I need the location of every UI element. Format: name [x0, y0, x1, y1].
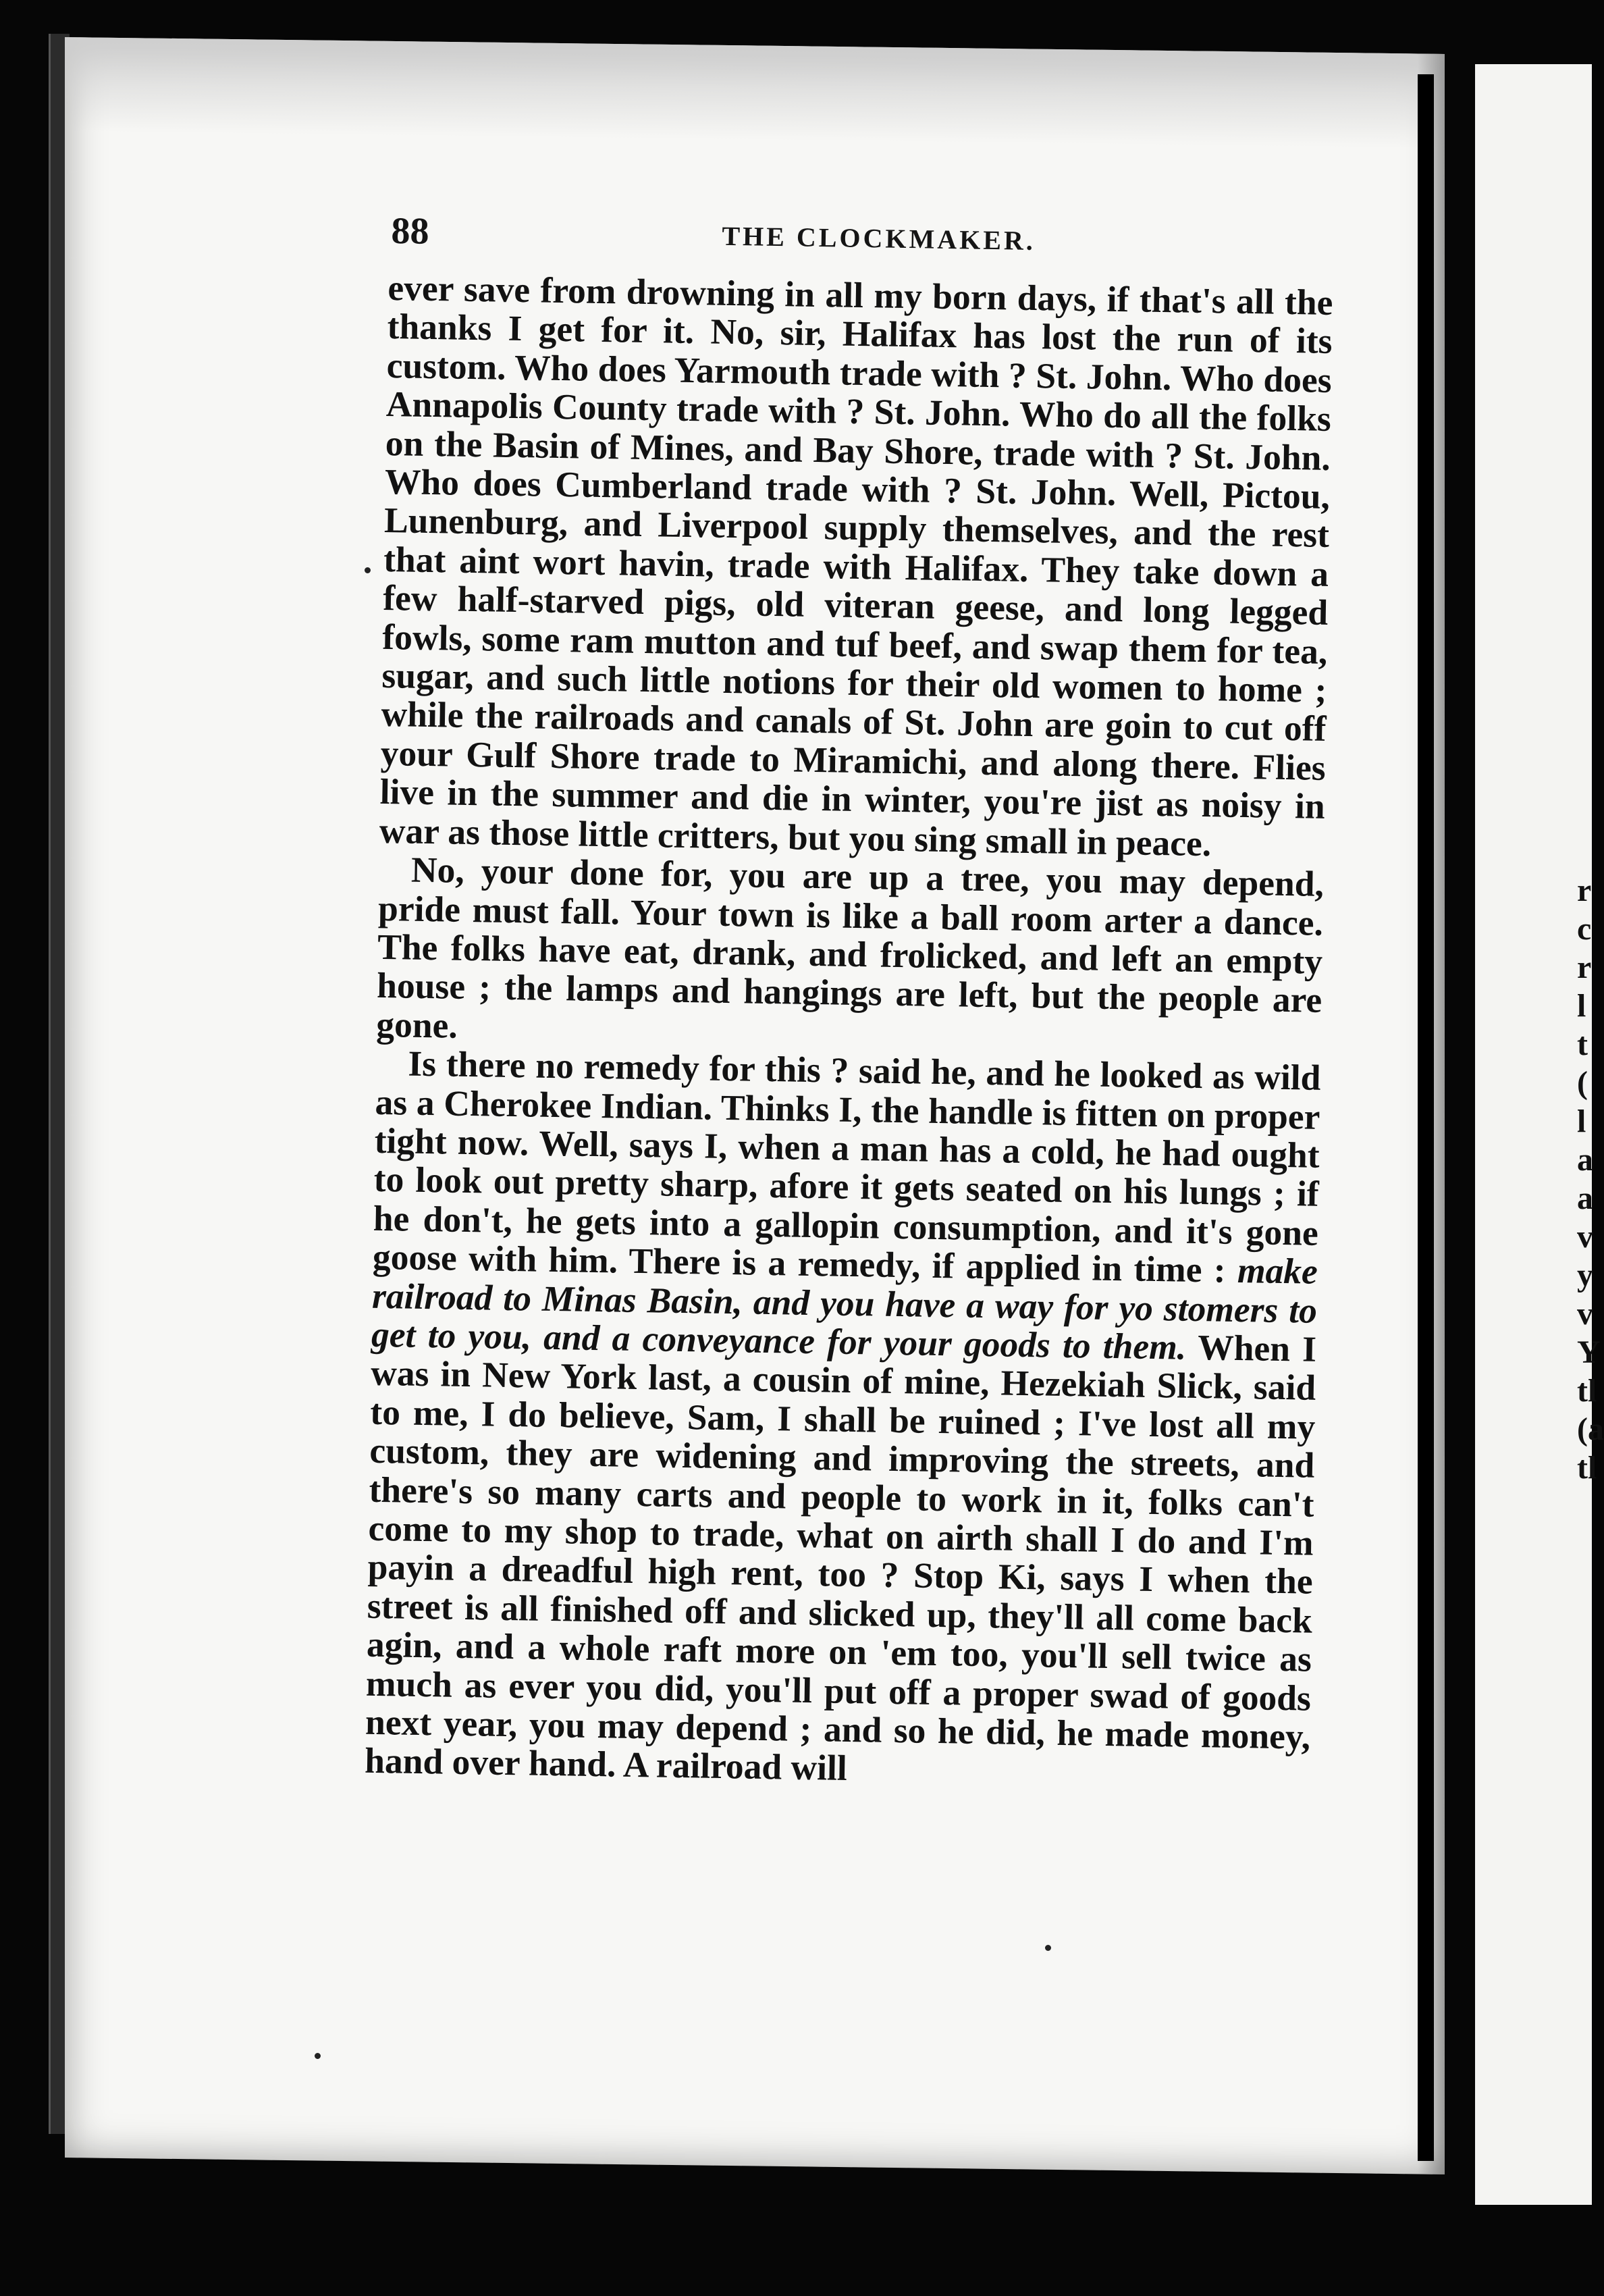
- paragraph-3-italic-advice: make railroad to Minas Basin, and you have a way for yo stomers to get to you, and a conveyance for your goods to them.: [371, 1250, 1318, 1367]
- paragraph-2: No, your done for, you are up a tree, you may depend, pride must fall. Your town is like a ball room arter a dance. The folks have eat, drank, and frolicked, and left an empty house ; the lamps and hangings are left, but the people are gone.: [375, 849, 1325, 1046]
- body-text: [365, 269, 1333, 1796]
- page-gutter: [1418, 74, 1434, 2161]
- ink-speck: [365, 567, 371, 573]
- adjacent-page-letters: r c r l t ( l a a v y v Y tl (a tl: [1577, 872, 1604, 1486]
- page-top-shadow: [65, 37, 1445, 149]
- running-title: THE CLOCKMAKER.: [722, 220, 1036, 256]
- page-number: 88: [391, 209, 429, 253]
- paragraph-3-text-after: When I was in New York last, a cousin of mine, Hezekiah Slick, said to me, I do believe, Sam, I shall be ruined ; I've lost all my custom, they are widening and improving the streets, and there's so many carts and people to work in it, folks can't come to my shop to trade, what on airth shall I do and I'm payin a dreadful high rent, too ? Stop Ki, says I when the street is all finished off and slicked up, they'll all come back agin, and a whole raft more on 'em too, you'll sell twice as much as ever you did, you'll put off a proper swad of goods next year, you may depend ; and so he did, he made money, hand over hand. A railroad will: [364, 1326, 1317, 1789]
- ink-speck: [315, 2053, 321, 2059]
- paragraph-1: ever save from drowning in all my born days, if that's all the thanks I get for it. No, sir, Halifax has lost the run of its custom. Who does Yarmouth trade with ? St. John. Who does Annapolis County trade with ? St. John. Who do all the folks on the Basin of Mines, and Bay Shore, trade with ? St. John. Who does Cumberland trade with ? St. John. Well, Pictou, Lunenburg, and Liverpool supply themselves, and the rest that aint wort havin, trade with Halifax. They take down a few half-starved pigs, old viteran geese, and long legged fowls, some ram mutton and tuf beef, and swap them for tea, sugar, and such little notions for their old women to home ; while the railroads and canals of St. John are goin to cut off your Gulf Shore trade to Miramichi, and along there. Flies live in the summer and die in winter, you're jist as noisy in war as those little critters, but you sing small in peace.: [379, 267, 1333, 864]
- paragraph-3-text-before: Is there no remedy for this ? said he, and he looked as wild as a Cherokee Indian. Thinks I, the handle is fitten on proper tight now. Well, says I, when a man has a cold, he had ought to look out pretty sharp, afore it gets seated on his lungs ; if he don't, he gets into a gallopin consumption, and it's gone goose with him. There is a remedy, if applied in time :: [372, 1043, 1321, 1291]
- paragraph-3: [365, 1044, 1321, 1796]
- ink-speck: [1045, 1945, 1051, 1951]
- adjacent-page: [1475, 64, 1604, 2205]
